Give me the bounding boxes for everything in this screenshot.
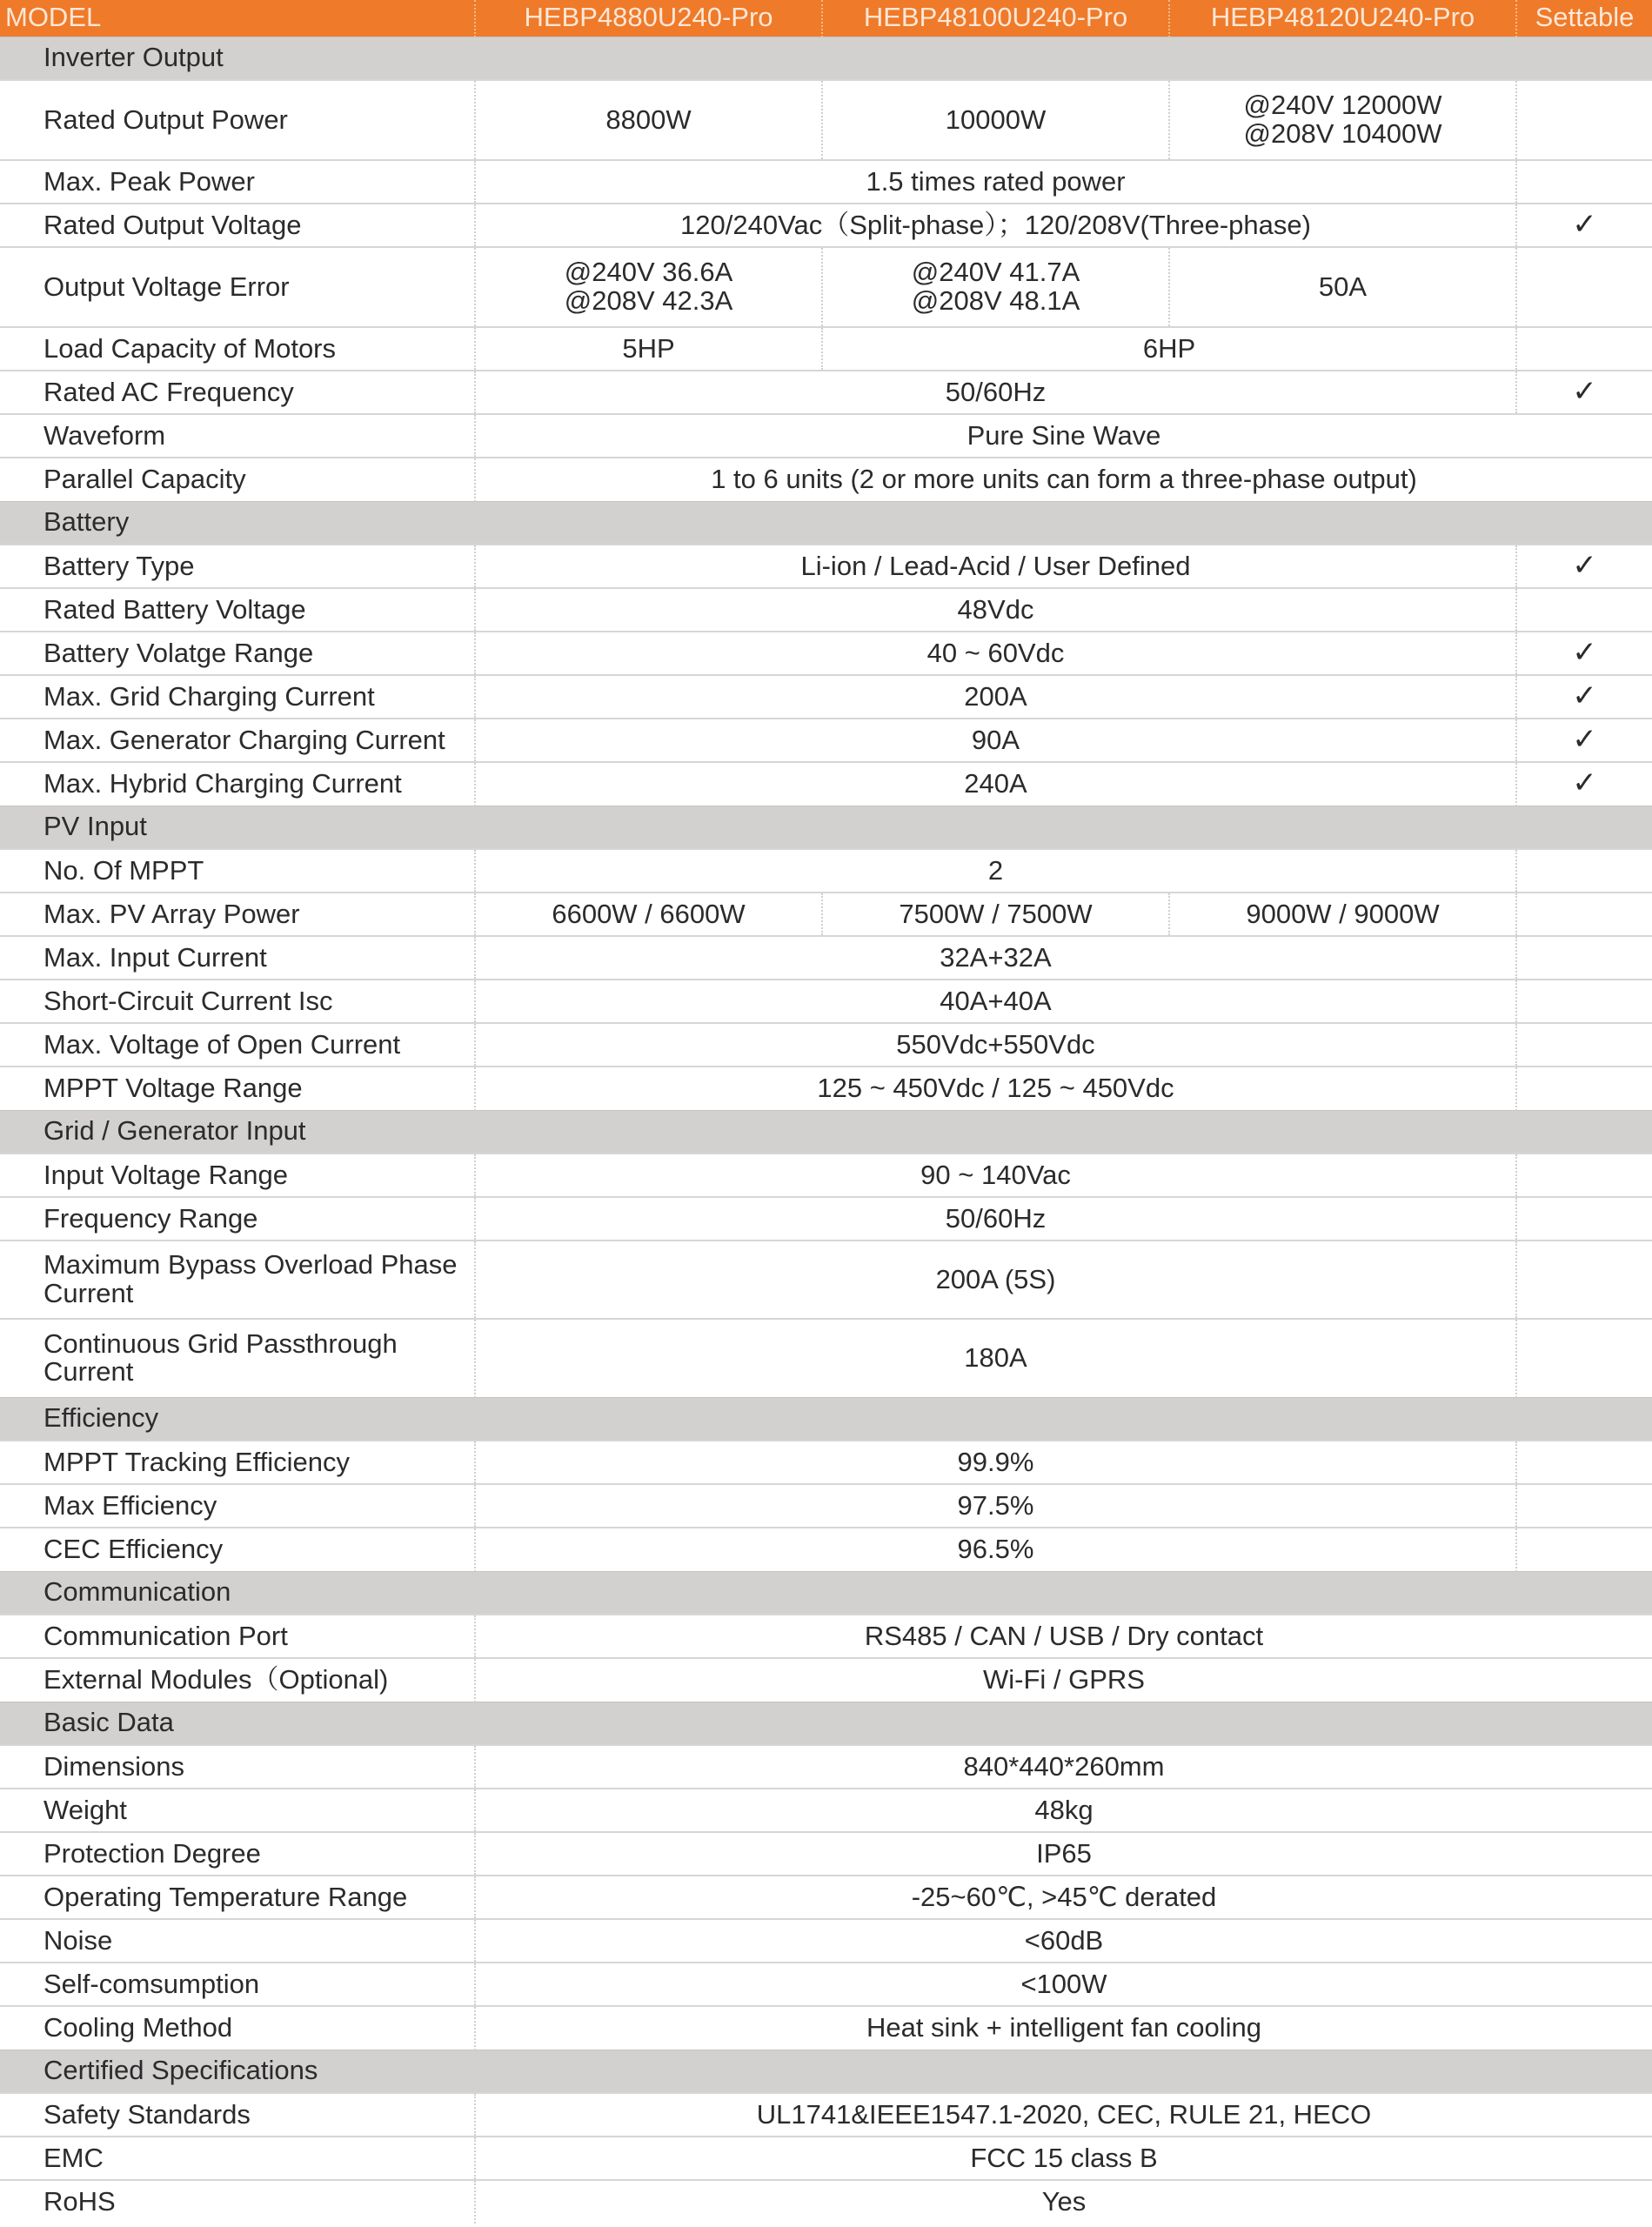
section-title: Battery	[0, 501, 1652, 545]
table-row	[0, 2180, 1652, 2224]
cell-value: Wi-Fi / GPRS	[475, 1658, 1652, 1702]
row-label: Battery Volatge Range	[0, 632, 475, 675]
row-label: Max Efficiency	[0, 1484, 475, 1528]
row-label: Cooling Method	[0, 2006, 475, 2050]
table-row	[0, 458, 1652, 501]
table-row	[0, 80, 1652, 160]
cell-value: Li-ion / Lead-Acid / User Defined	[475, 545, 1516, 588]
section-efficiency	[0, 1397, 1652, 1441]
table-row	[0, 719, 1652, 762]
settable-cell	[1516, 1441, 1652, 1484]
cell-value: 90 ~ 140Vac	[475, 1154, 1516, 1197]
settable-cell	[1516, 1197, 1652, 1241]
section-pv-input	[0, 806, 1652, 849]
cell-line: @208V 42.3A	[564, 285, 733, 316]
settable-check-icon: ✓	[1516, 675, 1652, 719]
table-row	[0, 247, 1652, 327]
row-label: Max. Grid Charging Current	[0, 675, 475, 719]
table-row	[0, 1658, 1652, 1702]
row-label: Output Voltage Error	[0, 247, 475, 327]
section-grid-generator-input	[0, 1110, 1652, 1154]
section-inverter-output	[0, 37, 1652, 80]
cell-value: Yes	[475, 2180, 1652, 2224]
table-row	[0, 762, 1652, 806]
row-label	[0, 1241, 475, 1319]
row-label: Rated Battery Voltage	[0, 588, 475, 632]
cell-value: 120/240Vac（Split-phase）；120/208V(Three-phase)	[475, 204, 1516, 247]
cell-line: @240V 41.7A	[911, 257, 1080, 288]
cell-value: 7500W / 7500W	[822, 893, 1169, 936]
settable-cell	[1516, 247, 1652, 327]
table-row	[0, 675, 1652, 719]
header-model-3: HEBP48120U240-Pro	[1169, 0, 1516, 37]
section-title: Grid / Generator Input	[0, 1110, 1652, 1154]
row-label: MPPT Tracking Efficiency	[0, 1441, 475, 1484]
settable-cell	[1516, 588, 1652, 632]
table-row	[0, 1319, 1652, 1397]
cell-value: <60dB	[475, 1919, 1652, 1963]
table-row	[0, 1484, 1652, 1528]
section-title: Communication	[0, 1571, 1652, 1615]
settable-cell	[1516, 80, 1652, 160]
cell-value: 10000W	[822, 80, 1169, 160]
cell-line: @240V 12000W	[1243, 90, 1442, 121]
row-label: Rated Output Power	[0, 80, 475, 160]
cell-value: 96.5%	[475, 1528, 1516, 1571]
table-row	[0, 414, 1652, 458]
table-row	[0, 1197, 1652, 1241]
table-row	[0, 849, 1652, 893]
settable-check-icon: ✓	[1516, 545, 1652, 588]
row-label: CEC Efficiency	[0, 1528, 475, 1571]
table-row	[0, 1154, 1652, 1197]
row-label: Waveform	[0, 414, 475, 458]
cell-value	[475, 247, 822, 327]
row-label: Short-Circuit Current Isc	[0, 980, 475, 1023]
cell-value: 6600W / 6600W	[475, 893, 822, 936]
cell-value: UL1741&IEEE1547.1-2020, CEC, RULE 21, HECO	[475, 2093, 1652, 2137]
row-label: Noise	[0, 1919, 475, 1963]
settable-cell	[1516, 1067, 1652, 1110]
row-label: Frequency Range	[0, 1197, 475, 1241]
cell-value: 9000W / 9000W	[1169, 893, 1516, 936]
section-certified-specifications	[0, 2050, 1652, 2093]
table-row	[0, 1241, 1652, 1319]
cell-value: 240A	[475, 762, 1516, 806]
section-battery	[0, 501, 1652, 545]
cell-value: 2	[475, 849, 1516, 893]
cell-value: 200A (5S)	[475, 1241, 1516, 1319]
row-label: Weight	[0, 1789, 475, 1832]
row-label: Max. Peak Power	[0, 160, 475, 204]
row-label: Communication Port	[0, 1615, 475, 1658]
settable-cell	[1516, 849, 1652, 893]
row-label: Rated Output Voltage	[0, 204, 475, 247]
cell-value: IP65	[475, 1832, 1652, 1876]
table-row	[0, 2093, 1652, 2137]
row-label: Input Voltage Range	[0, 1154, 475, 1197]
cell-value: 40A+40A	[475, 980, 1516, 1023]
table-row	[0, 893, 1652, 936]
table-row	[0, 2006, 1652, 2050]
row-label: Max. Hybrid Charging Current	[0, 762, 475, 806]
row-label: Max. Generator Charging Current	[0, 719, 475, 762]
cell-value: 99.9%	[475, 1441, 1516, 1484]
section-title: Basic Data	[0, 1702, 1652, 1745]
row-label: Protection Degree	[0, 1832, 475, 1876]
settable-cell	[1516, 1023, 1652, 1067]
cell-value: 6HP	[822, 327, 1516, 371]
settable-cell	[1516, 980, 1652, 1023]
table-row	[0, 1876, 1652, 1919]
header-model-2: HEBP48100U240-Pro	[822, 0, 1169, 37]
header-model-1: HEBP4880U240-Pro	[475, 0, 822, 37]
cell-value: 550Vdc+550Vdc	[475, 1023, 1516, 1067]
table-row	[0, 1745, 1652, 1789]
table-row	[0, 160, 1652, 204]
label-line: Maximum Bypass Overload Phase	[43, 1249, 458, 1281]
settable-cell	[1516, 1528, 1652, 1571]
section-title: Efficiency	[0, 1397, 1652, 1441]
cell-line: @208V 48.1A	[911, 285, 1080, 316]
row-label: No. Of MPPT	[0, 849, 475, 893]
cell-line: @208V 10400W	[1243, 118, 1442, 149]
table-row	[0, 632, 1652, 675]
cell-value: 180A	[475, 1319, 1516, 1397]
row-label: MPPT Voltage Range	[0, 1067, 475, 1110]
cell-value: Heat sink + intelligent fan cooling	[475, 2006, 1652, 2050]
table-row	[0, 980, 1652, 1023]
table-row	[0, 936, 1652, 980]
table-row	[0, 371, 1652, 414]
header-model: MODEL	[5, 2, 102, 33]
settable-check-icon: ✓	[1516, 762, 1652, 806]
row-label: Parallel Capacity	[0, 458, 475, 501]
cell-value: FCC 15 class B	[475, 2137, 1652, 2180]
table-row	[0, 204, 1652, 247]
section-title: Inverter Output	[0, 37, 1652, 80]
settable-check-icon: ✓	[1516, 371, 1652, 414]
row-label: Load Capacity of Motors	[0, 327, 475, 371]
label-line: Continuous Grid Passthrough	[43, 1328, 398, 1359]
cell-value: 8800W	[475, 80, 822, 160]
row-label: EMC	[0, 2137, 475, 2180]
table-row	[0, 545, 1652, 588]
row-label: RoHS	[0, 2180, 475, 2224]
settable-cell	[1516, 327, 1652, 371]
cell-value: 48Vdc	[475, 588, 1516, 632]
table-row	[0, 1832, 1652, 1876]
table-row	[0, 1441, 1652, 1484]
table-row	[0, 2137, 1652, 2180]
cell-value: 50/60Hz	[475, 1197, 1516, 1241]
table-row	[0, 327, 1652, 371]
cell-value: 200A	[475, 675, 1516, 719]
settable-cell	[1516, 893, 1652, 936]
section-communication	[0, 1571, 1652, 1615]
cell-value	[1169, 80, 1516, 160]
row-label: Rated AC Frequency	[0, 371, 475, 414]
cell-value	[822, 247, 1169, 327]
table-row	[0, 1528, 1652, 1571]
cell-value: 50A	[1169, 247, 1516, 327]
row-label: Safety Standards	[0, 2093, 475, 2137]
table-row	[0, 1789, 1652, 1832]
cell-value: 840*440*260mm	[475, 1745, 1652, 1789]
row-label: External Modules（Optional)	[0, 1658, 475, 1702]
label-line: Current	[43, 1278, 134, 1308]
cell-line: @240V 36.6A	[564, 257, 733, 288]
settable-cell	[1516, 936, 1652, 980]
row-label: Max. PV Array Power	[0, 893, 475, 936]
table-row	[0, 1919, 1652, 1963]
section-title: PV Input	[0, 806, 1652, 849]
table-row	[0, 1963, 1652, 2006]
cell-value: RS485 / CAN / USB / Dry contact	[475, 1615, 1652, 1658]
cell-value: -25~60℃, >45℃ derated	[475, 1876, 1652, 1919]
settable-cell	[1516, 1319, 1652, 1397]
cell-value: Pure Sine Wave	[475, 414, 1652, 458]
settable-cell	[1516, 1241, 1652, 1319]
header-settable: Settable	[1516, 0, 1652, 37]
section-basic-data	[0, 1702, 1652, 1745]
table-row	[0, 588, 1652, 632]
settable-cell	[1516, 160, 1652, 204]
table-row	[0, 1615, 1652, 1658]
row-label: Max. Input Current	[0, 936, 475, 980]
cell-value: 1 to 6 units (2 or more units can form a three-phase output)	[475, 458, 1652, 501]
cell-value: 40 ~ 60Vdc	[475, 632, 1516, 675]
label-line: Current	[43, 1356, 134, 1388]
settable-check-icon: ✓	[1516, 204, 1652, 247]
row-label: Max. Voltage of Open Current	[0, 1023, 475, 1067]
settable-check-icon: ✓	[1516, 719, 1652, 762]
settable-cell	[1516, 1154, 1652, 1197]
cell-value: 5HP	[475, 327, 822, 371]
settable-check-icon: ✓	[1516, 632, 1652, 675]
section-title: Certified Specifications	[0, 2050, 1652, 2093]
row-label: Battery Type	[0, 545, 475, 588]
cell-value: 125 ~ 450Vdc / 125 ~ 450Vdc	[475, 1067, 1516, 1110]
settable-cell	[1516, 1484, 1652, 1528]
cell-value: <100W	[475, 1963, 1652, 2006]
table-row	[0, 1023, 1652, 1067]
cell-value: 32A+32A	[475, 936, 1516, 980]
table-row	[0, 1067, 1652, 1110]
cell-value: 97.5%	[475, 1484, 1516, 1528]
row-label	[0, 1319, 475, 1397]
row-label: Dimensions	[0, 1745, 475, 1789]
row-label: Operating Temperature Range	[0, 1876, 475, 1919]
cell-value: 50/60Hz	[475, 371, 1516, 414]
cell-value: 48kg	[475, 1789, 1652, 1832]
cell-value: 90A	[475, 719, 1516, 762]
cell-value: 1.5 times rated power	[475, 160, 1516, 204]
row-label: Self-comsumption	[0, 1963, 475, 2006]
header-row	[0, 0, 1652, 37]
